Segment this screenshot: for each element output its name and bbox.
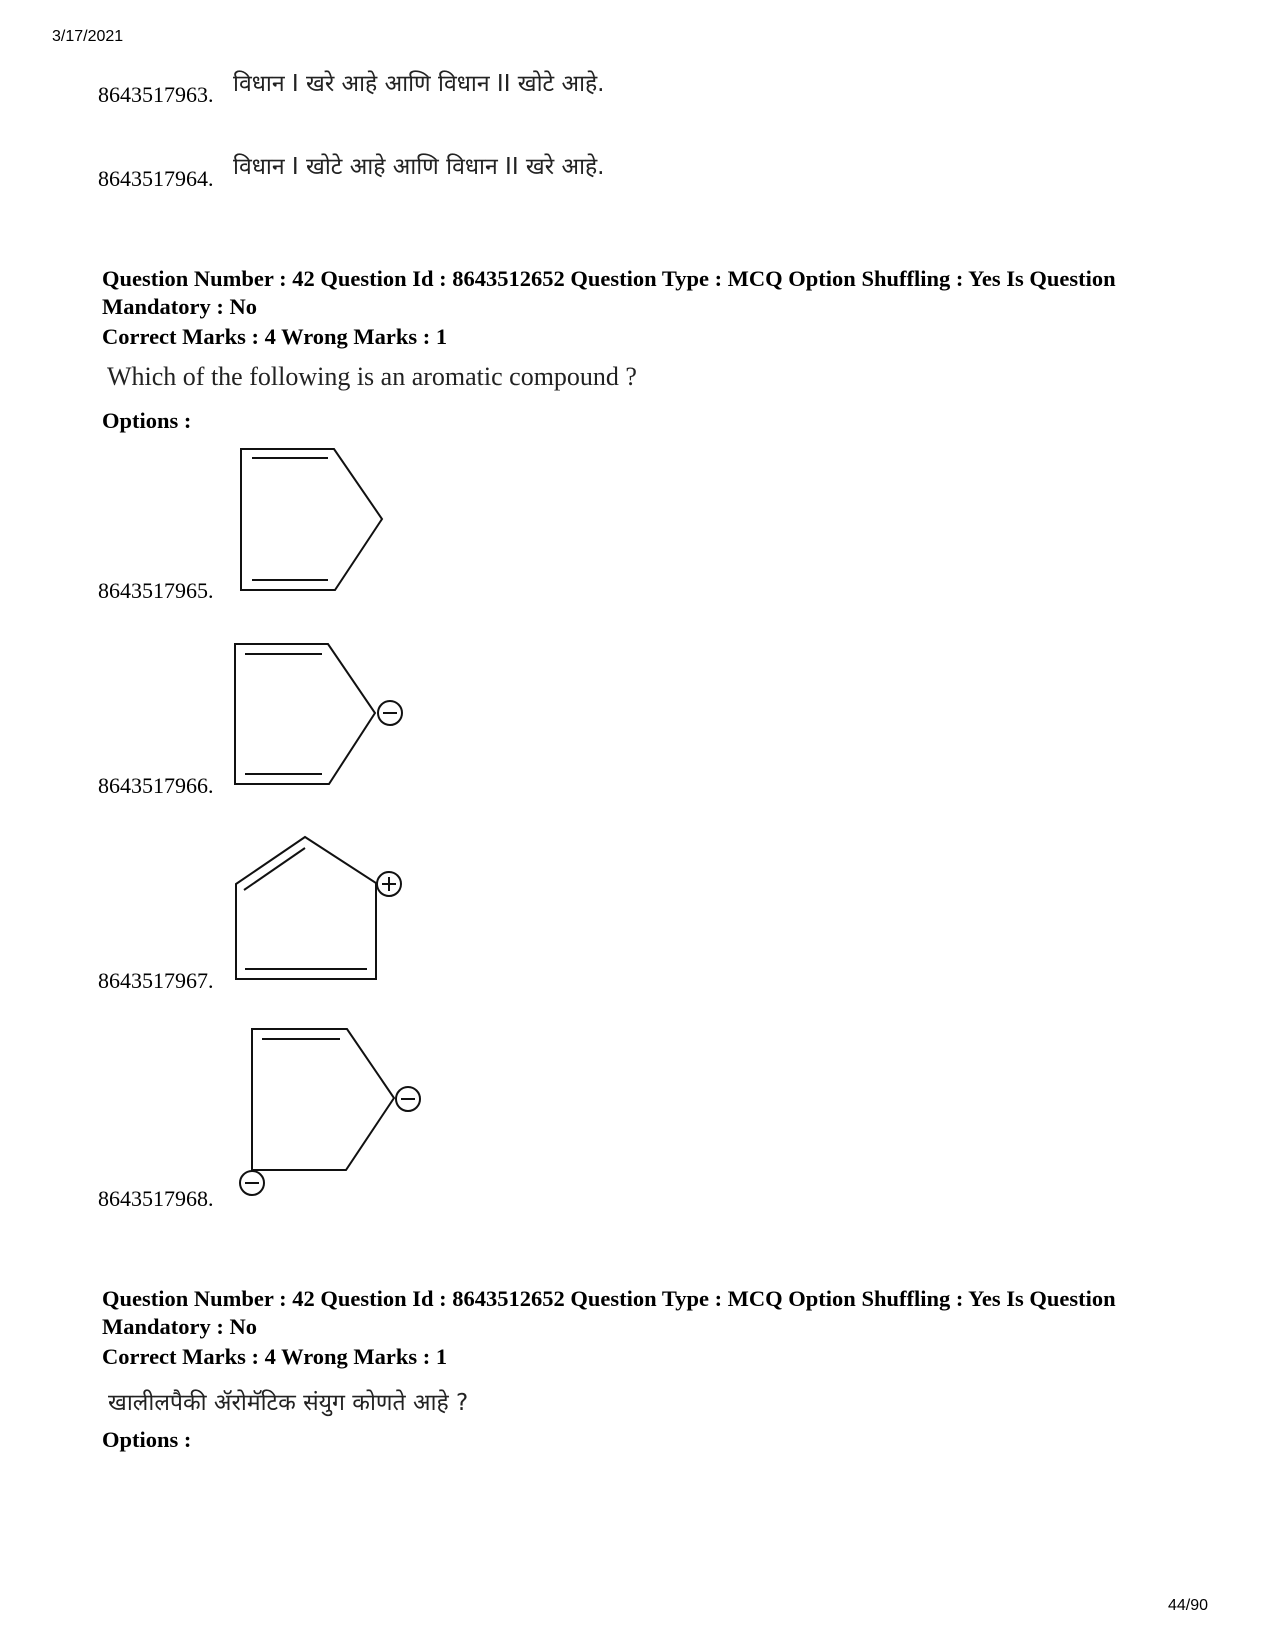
option-id: 8643517966.	[98, 773, 214, 798]
question-text: खालीलपैकी ॲरोमॅटिक संयुग कोणते आहे ?	[108, 1390, 469, 1416]
options-label: Options :	[102, 408, 192, 433]
cyclopentadienyl-cation-structure	[225, 830, 415, 990]
option-text: विधान I खरे आहे आणि विधान II खोटे आहे.	[233, 71, 605, 97]
option-id: 8643517964.	[98, 166, 214, 191]
cyclopentadiene-structure	[230, 440, 400, 600]
option-id: 8643517967.	[98, 968, 214, 993]
question-text: Which of the following is an aromatic compound ?	[107, 362, 637, 391]
cyclopentene-dianion-structure	[235, 1020, 435, 1200]
option-text: विधान I खोटे आहे आणि विधान II खरे आहे.	[233, 154, 605, 180]
question-marks: Correct Marks : 4 Wrong Marks : 1	[102, 1344, 448, 1369]
options-label: Options :	[102, 1427, 192, 1452]
option-id: 8643517963.	[98, 82, 214, 107]
option-id: 8643517968.	[98, 1186, 214, 1211]
page-number: 44/90	[1168, 1597, 1209, 1614]
print-date: 3/17/2021	[52, 28, 124, 45]
question-header: Question Number : 42 Question Id : 8643512652 Question Type : MCQ Option Shuffling : Yes Is Question Mandatory : No	[102, 1286, 1116, 1339]
option-id: 8643517965.	[98, 578, 214, 603]
cyclopentadienyl-anion-structure	[225, 635, 415, 795]
question-header: Question Number : 42 Question Id : 8643512652 Question Type : MCQ Option Shuffling : Yes Is Question Mandatory : No	[102, 266, 1116, 319]
question-marks: Correct Marks : 4 Wrong Marks : 1	[102, 324, 448, 349]
